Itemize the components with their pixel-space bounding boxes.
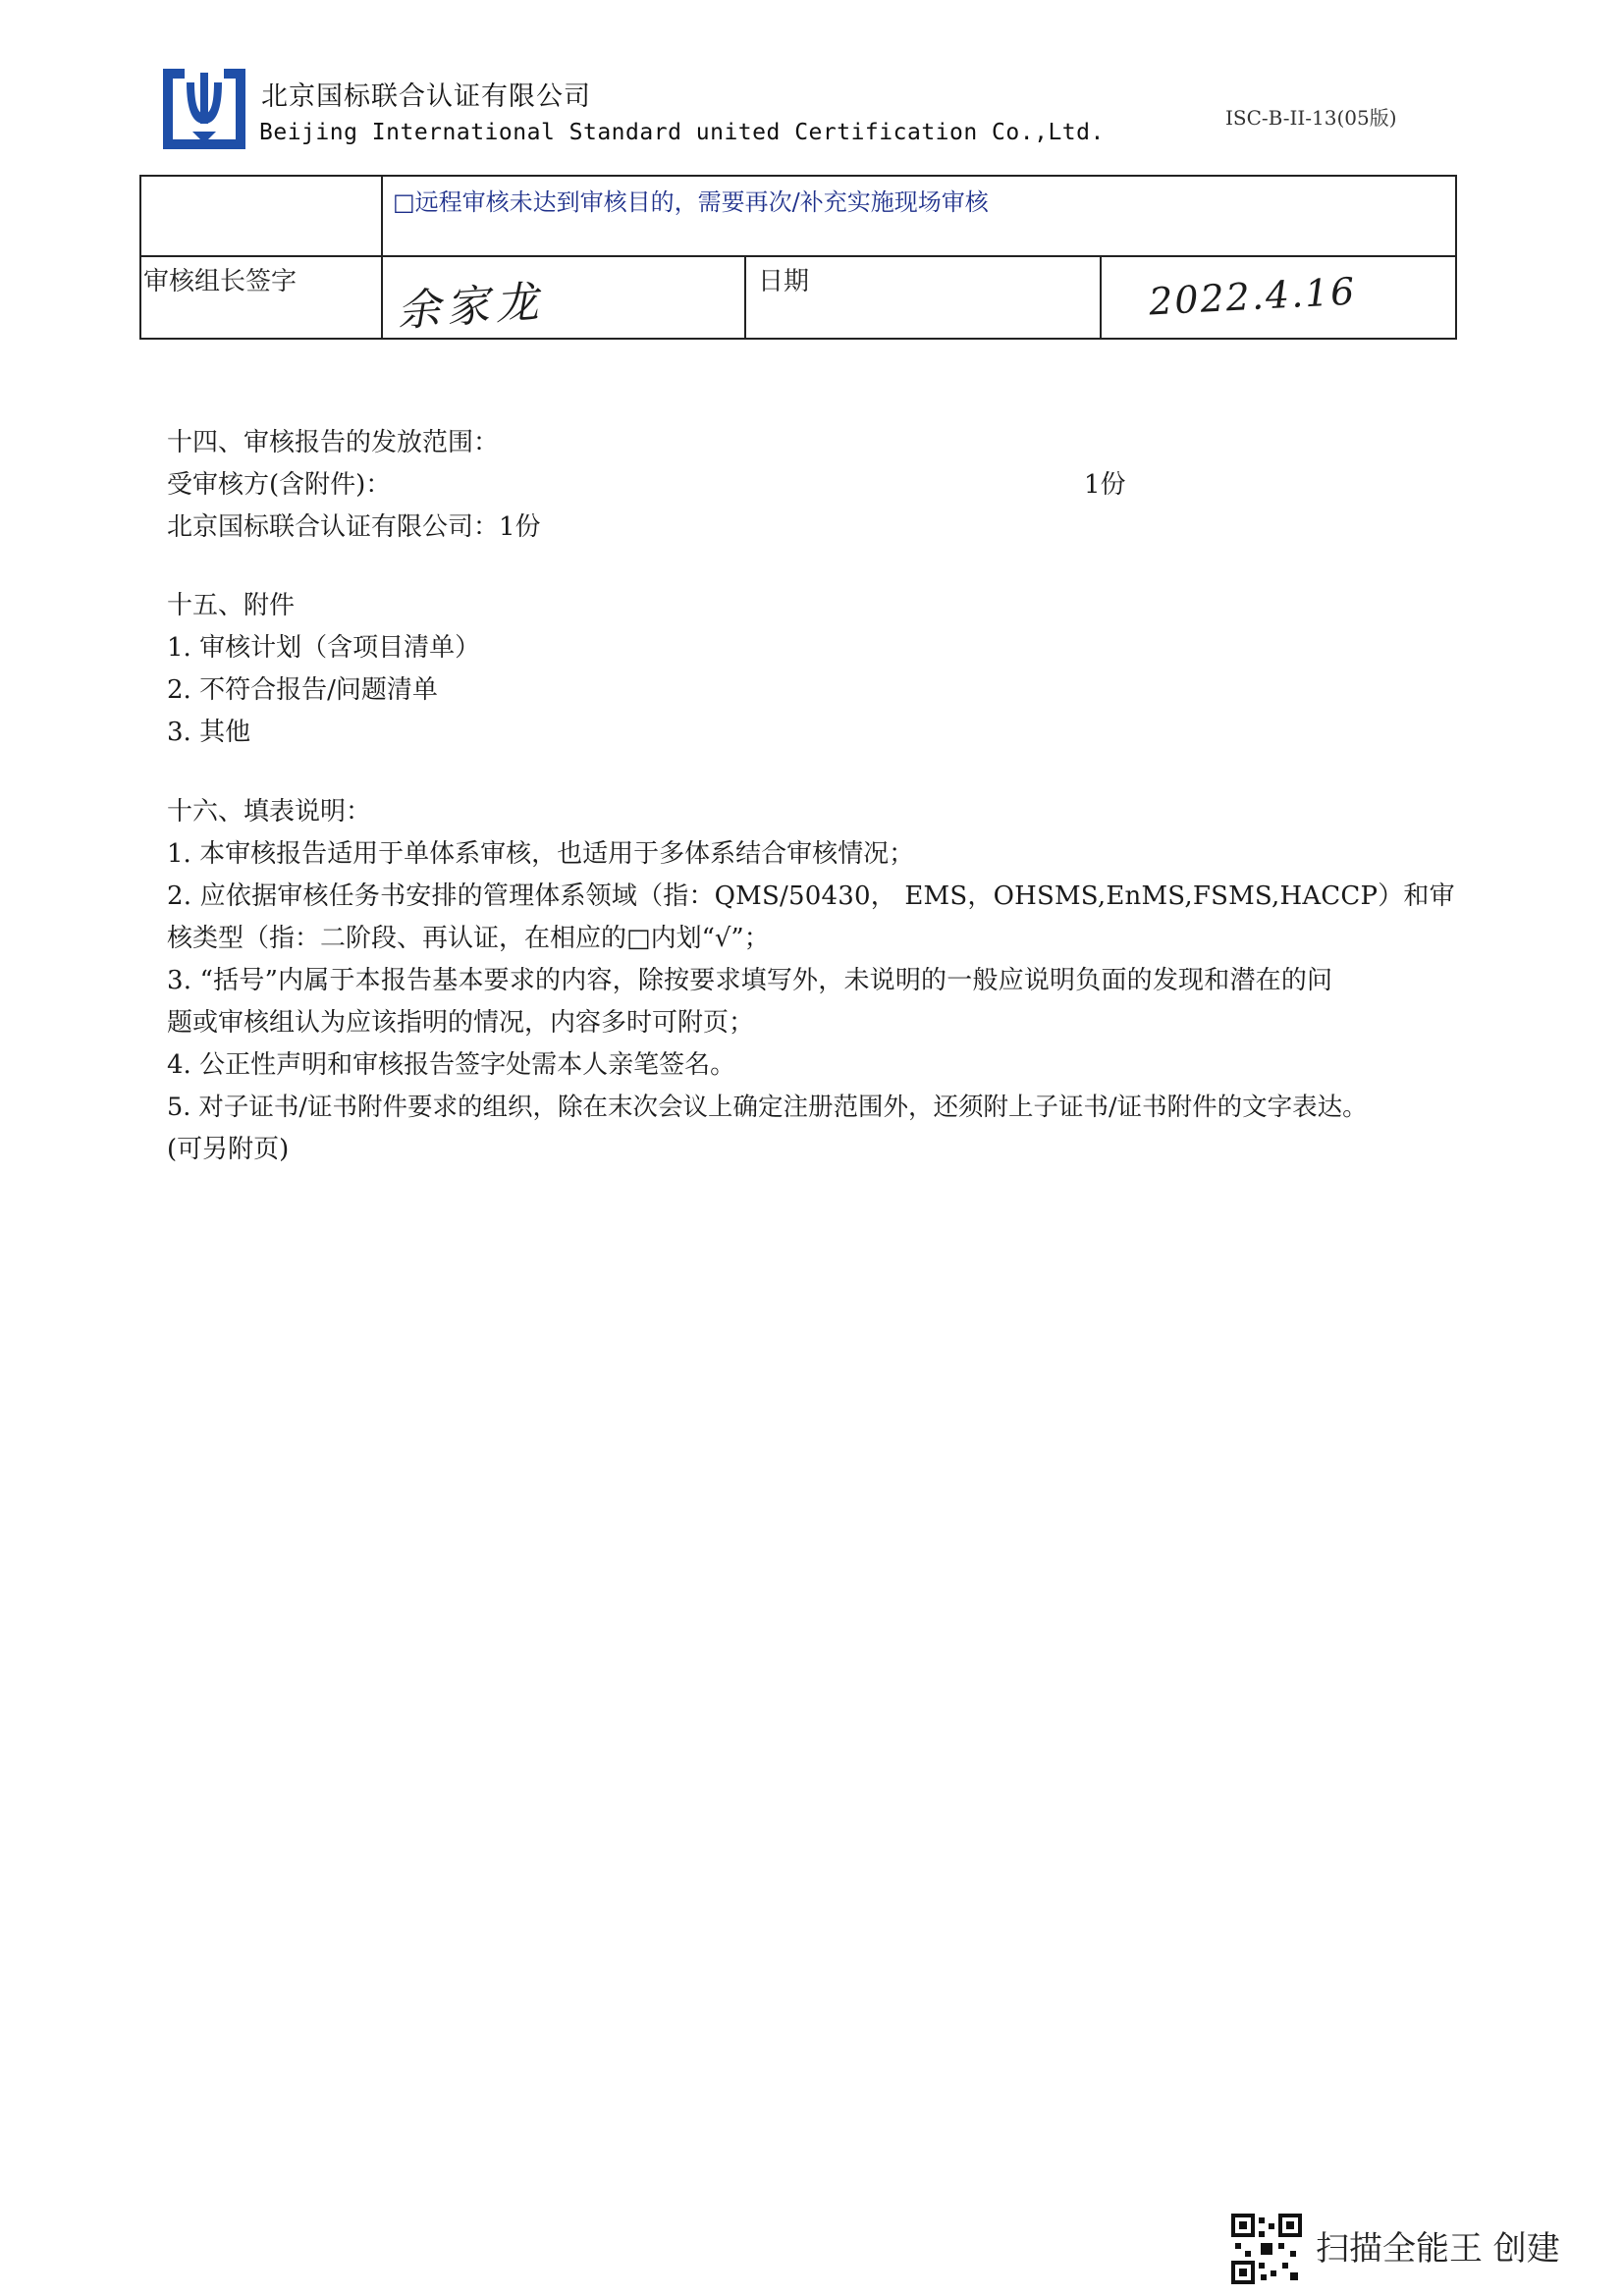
leader-signature: 余家龙 xyxy=(395,276,546,338)
instruction-line: 核类型（指：二阶段、再认证，在相应的□内划“√”； xyxy=(167,924,770,953)
list-item: 3. 其他 xyxy=(167,718,251,747)
instruction-line: (可另附页) xyxy=(167,1135,290,1164)
instruction-line: 4. 公正性声明和审核报告签字处需本人亲笔签名。 xyxy=(167,1050,736,1080)
table-cell-empty xyxy=(139,175,383,257)
scanner-watermark: 扫描全能王 创建 xyxy=(1316,2229,1560,2269)
list-item: 2. 不符合报告/问题清单 xyxy=(167,675,438,705)
company-name-en: Beijing International Standard united Certification Co.,Ltd. xyxy=(259,120,1105,145)
instruction-line: 1. 本审核报告适用于单体系审核，也适用于多体系结合审核情况； xyxy=(167,839,915,869)
instruction-line: 3. “括号”内属于本报告基本要求的内容，除按要求填写外，未说明的一般应说明负面的发现和潜在的问 xyxy=(167,966,1333,995)
date-handwritten: 2022.4.16 xyxy=(1147,269,1358,324)
qr-code-icon xyxy=(1231,2214,1302,2284)
section16-title: 十六、填表说明： xyxy=(167,797,372,827)
leader-sign-label: 审核组长签字 xyxy=(143,267,298,296)
instruction-line: 5. 对子证书/证书附件要求的组织，除在末次会议上确定注册范围外，还须附上子证书/证书附件的文字表达。 xyxy=(167,1093,1368,1122)
section14-recipient-count: 1份 xyxy=(1084,470,1126,500)
section14-title: 十四、审核报告的发放范围： xyxy=(167,428,500,457)
section14-recipient: 受审核方(含附件)： xyxy=(167,470,392,500)
remote-audit-option: □远程审核未达到审核目的，需要再次/补充实施现场审核 xyxy=(393,188,989,216)
company-logo xyxy=(157,59,251,157)
instruction-line: 2. 应依据审核任务书安排的管理体系领域（指：QMS/50430， EMS，OHSMS,EnMS,FSMS,HACCP）和审 xyxy=(167,881,1455,911)
instruction-line: 题或审核组认为应该指明的情况，内容多时可附页； xyxy=(167,1008,755,1038)
section15-title: 十五、附件 xyxy=(167,591,296,620)
date-label: 日期 xyxy=(758,267,810,296)
list-item: 1. 审核计划（含项目清单） xyxy=(167,633,481,663)
company-name-cn: 北京国标联合认证有限公司 xyxy=(261,81,591,112)
section14-company-line: 北京国标联合认证有限公司：1份 xyxy=(167,512,541,542)
document-code: ISC-B-II-13(05版) xyxy=(1225,106,1397,130)
